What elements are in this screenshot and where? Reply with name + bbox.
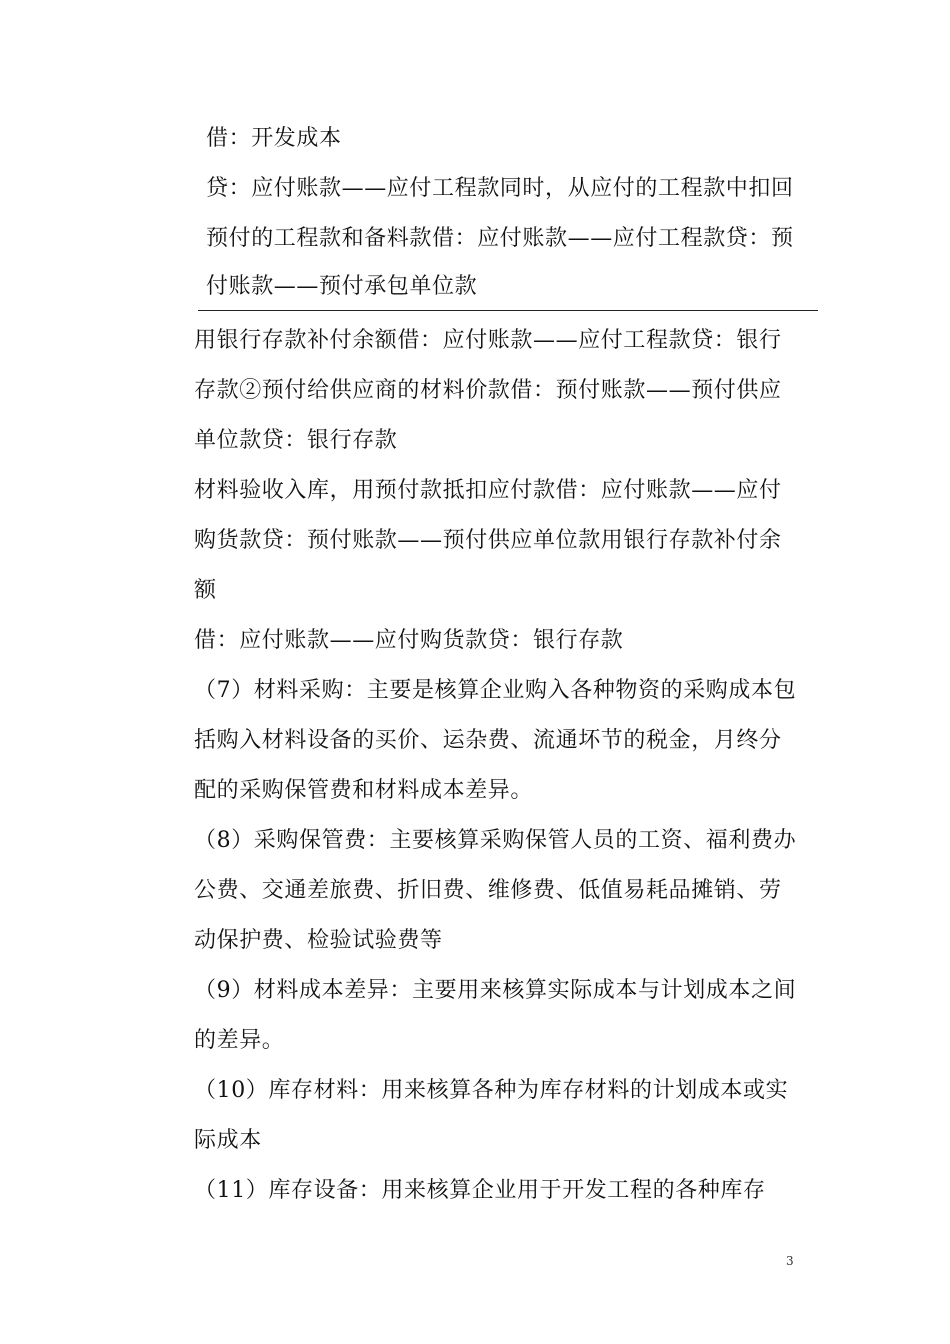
text-line: 借：应付账款——应付购货款贷：银行存款 <box>194 628 624 653</box>
separator-line <box>198 310 818 311</box>
text-line: 贷：应付账款——应付工程款同时，从应付的工程款中扣回 <box>206 176 794 201</box>
text-line: （8）采购保管费：主要核算采购保管人员的工资、福利费办 <box>194 828 797 853</box>
text-line: 预付的工程款和备料款借：应付账款——应付工程款贷：预 <box>206 226 794 251</box>
text-line: 单位款贷：银行存款 <box>194 428 398 453</box>
text-line: 购货款贷：预付账款——预付供应单位款用银行存款补付余 <box>194 528 782 553</box>
text-line: 用银行存款补付余额借：应付账款——应付工程款贷：银行 <box>194 328 782 353</box>
text-line: 括购入材料设备的买价、运杂费、流通坏节的税金，月终分 <box>194 728 782 753</box>
text-line: 借：开发成本 <box>206 126 342 151</box>
page-number: 3 <box>786 1254 794 1268</box>
text-line: 的差异。 <box>194 1028 285 1053</box>
text-line: 付账款——预付承包单位款 <box>206 274 478 299</box>
text-line: 配的采购保管费和材料成本差异。 <box>194 778 534 803</box>
text-line: （7）材料采购：主要是核算企业购入各种物资的采购成本包 <box>194 678 797 703</box>
text-line: 际成本 <box>194 1128 262 1153</box>
text-line: 动保护费、检验试验费等 <box>194 928 443 953</box>
text-line: （9）材料成本差异：主要用来核算实际成本与计划成本之间 <box>194 978 797 1003</box>
text-line: （10）库存材料：用来核算各种为库存材料的计划成本或实 <box>194 1078 789 1103</box>
text-line: 额 <box>194 578 217 603</box>
text-line: 材料验收入库，用预付款抵扣应付款借：应付账款——应付 <box>194 478 782 503</box>
text-line: （11）库存设备：用来核算企业用于开发工程的各种库存 <box>194 1178 766 1203</box>
text-line: 公费、交通差旅费、折旧费、维修费、低值易耗品摊销、劳 <box>194 878 782 903</box>
text-line: 存款②预付给供应商的材料价款借：预付账款——预付供应 <box>194 378 782 403</box>
